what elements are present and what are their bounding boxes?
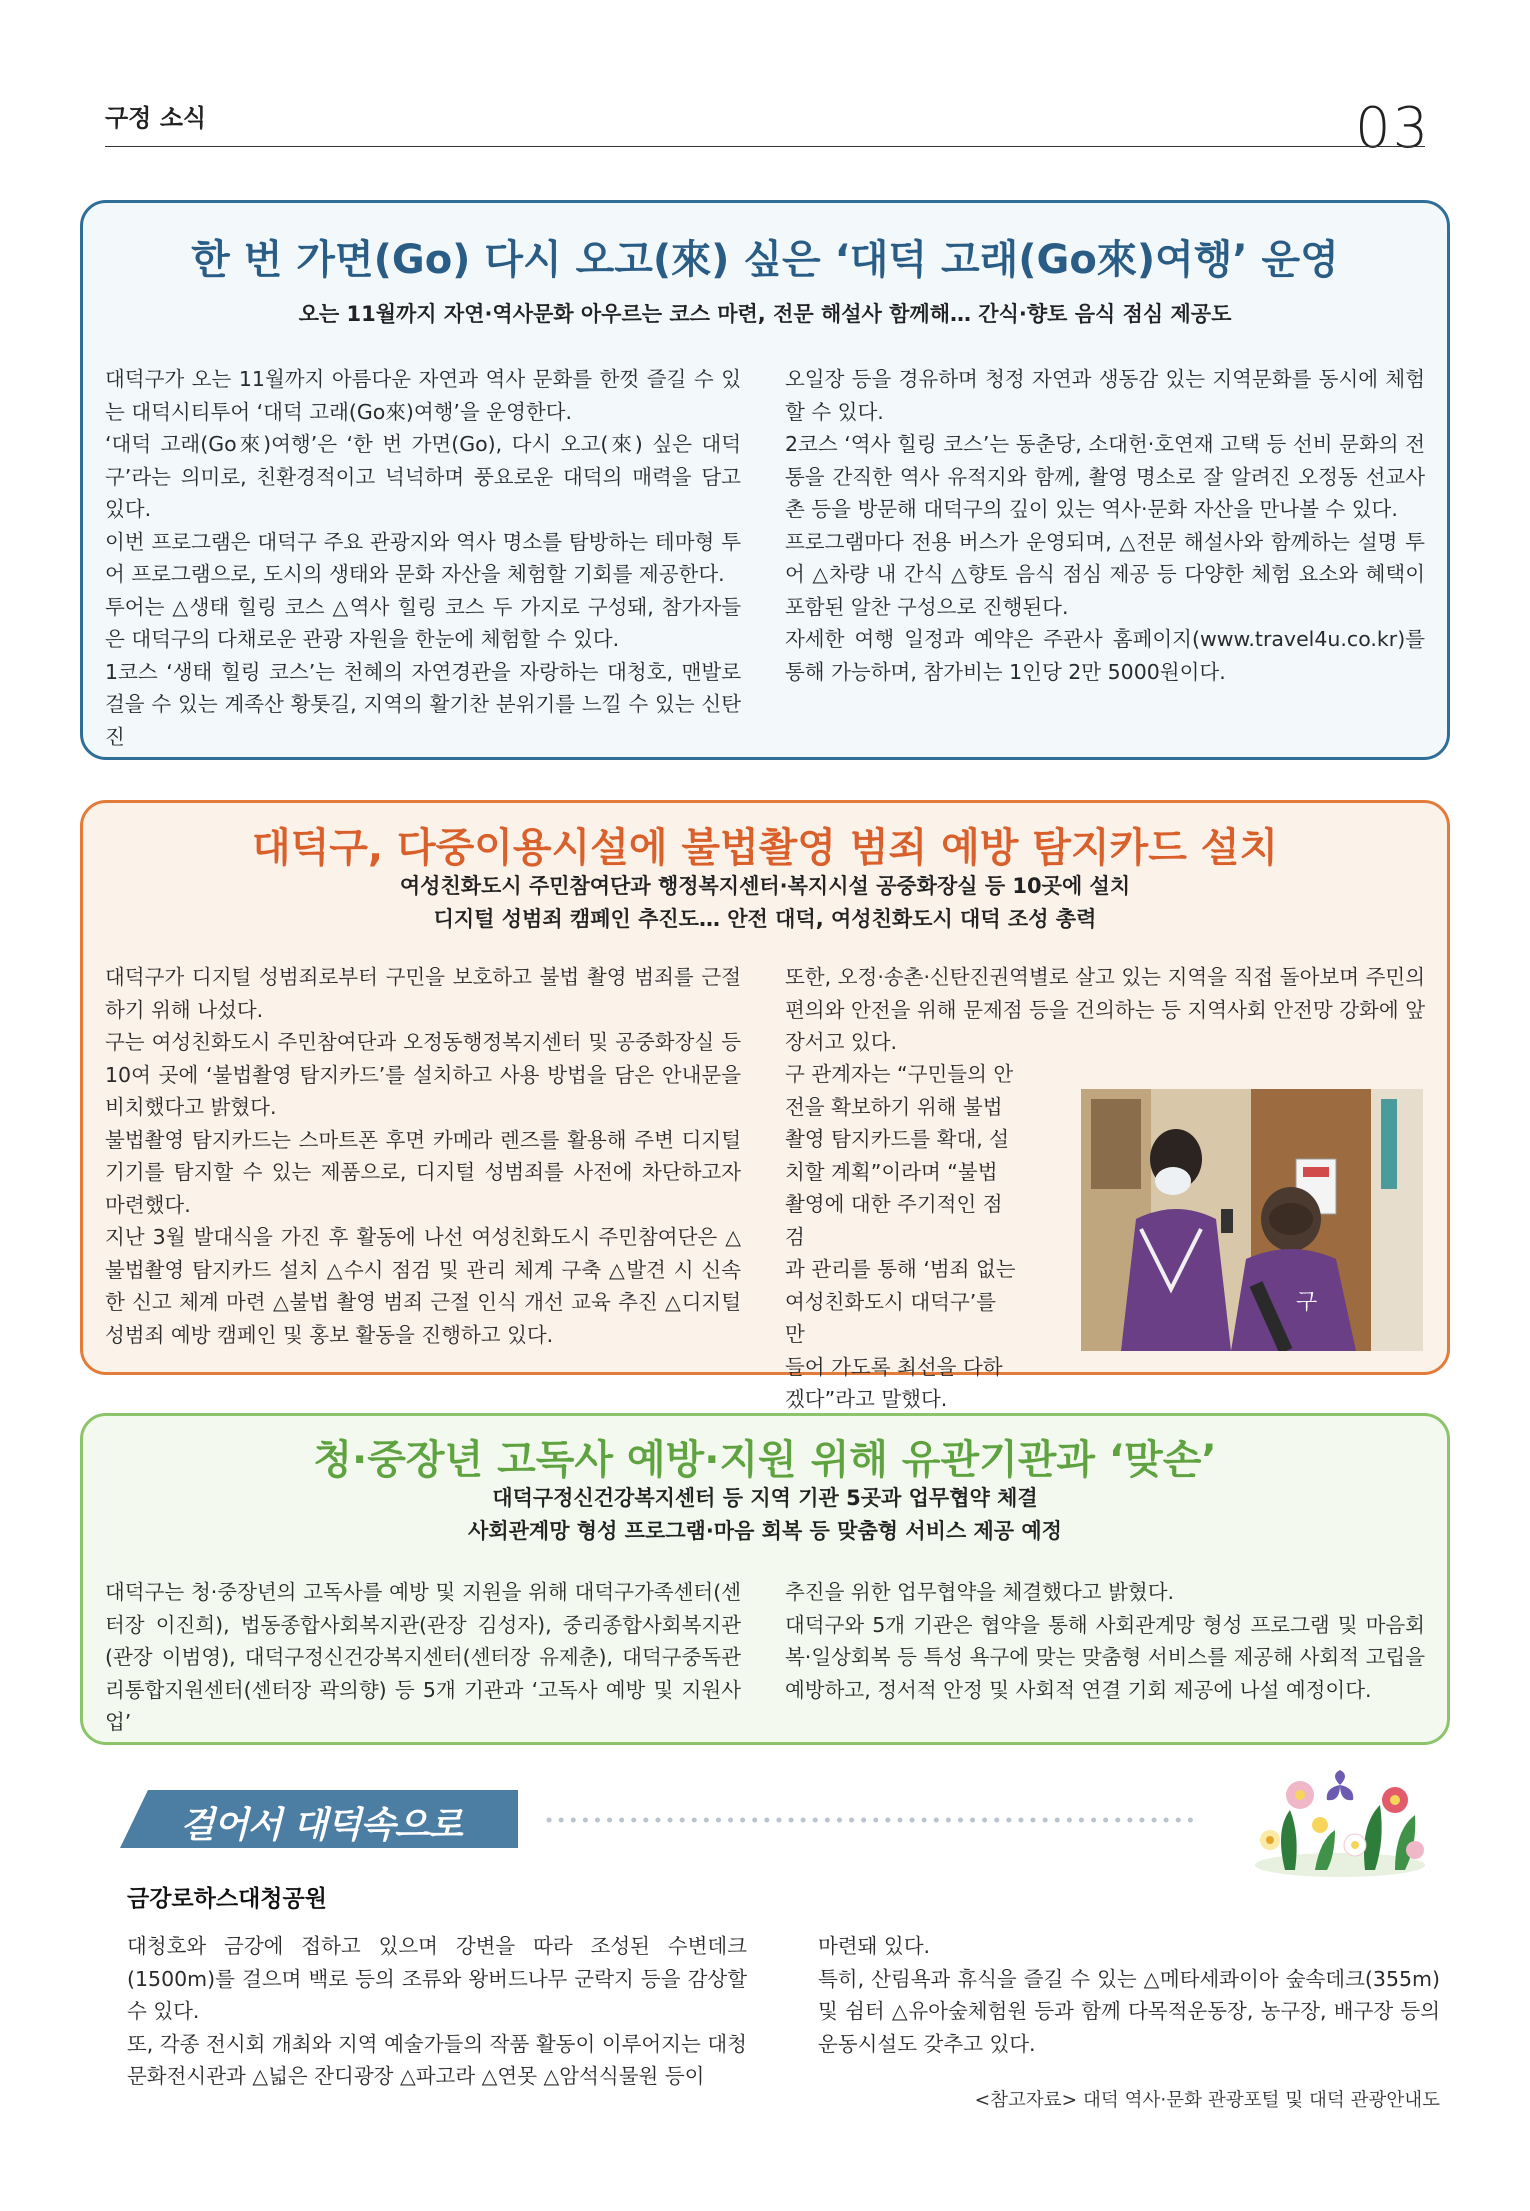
article-tour	[80, 200, 1450, 760]
paragraph: 대덕구가 디지털 성범죄로부터 구민을 보호하고 불법 촬영 범죄를 근절하기 위해 나섰다.	[105, 965, 741, 1022]
paragraph: 대청호와 금강에 접하고 있으며 강변을 따라 조성된 수변데크(1500m)를 걸으며 백로 등의 조류와 왕버드나무 군락지 등을 감상할 수 있다.	[127, 1934, 747, 2023]
svg-text:구: 구	[1296, 1290, 1318, 1315]
article-lonely-death	[80, 1413, 1450, 1745]
paragraph: 특히, 산림욕과 휴식을 즐길 수 있는 △메타세콰이아 숲속데크(355m) 및 쉼터 △유아숲체험원 등과 함께 다목적운동장, 농구장, 배구장 등의 운동시설도 갖추고 있다.	[818, 1966, 1440, 2056]
article-tour-subtitle: 오는 11월까지 자연·역사문화 아우르는 코스 마련, 전문 해설사 함께해… 간식·향토 음식 점심 제공도	[298, 302, 1232, 326]
paragraph: 대덕구가 오는 11월까지 아름다운 자연과 역사 문화를 한껏 즐길 수 있는 대덕시티투어 ‘대덕 고래(Go來)여행’을 운영한다.	[105, 367, 741, 424]
article-tour-title: 한 번 가면(Go) 다시 오고(來) 싶은 ‘대덕 고래(Go來)여행’ 운영	[191, 237, 1339, 283]
article-detection-col-left	[105, 961, 741, 1351]
paragraph: 구는 여성친화도시 주민참여단과 오정동행정복지센터 및 공중화장실 등 10여 곳에 ‘불법촬영 탐지카드’를 설치하고 사용 방법을 담은 안내문을 비치했다고 밝혔다.	[105, 1030, 741, 1119]
paragraph: 1코스 ‘생태 힐링 코스’는 천혜의 자연경관을 자랑하는 대청호, 맨발로 걸을 수 있는 계족산 황톳길, 지역의 활기찬 분위기를 느낄 수 있는 신탄진	[105, 659, 741, 749]
subtitle-line: 여성친화도시 주민참여단과 행정복지센터·복지시설 공중화장실 등 10곳에 설치	[399, 874, 1131, 898]
article-tour-col-left	[105, 363, 741, 753]
paragraph: 2코스 ‘역사 힐링 코스’는 동춘당, 소대헌·호연재 고택 등 선비 문화의 전통을 간직한 역사 유적지와 함께, 촬영 명소로 잘 알려진 오정동 선교사촌 등을 방문해 대덕구의 깊이 있는 역사·문화 자산을 만나볼 수 있다.	[785, 432, 1425, 521]
subtitle-line: 사회관계망 형성 프로그램·마음 회복 등 맞춤형 서비스 제공 예정	[468, 1519, 1062, 1543]
paragraph: 프로그램마다 전용 버스가 운영되며, △전문 해설사와 함께하는 설명 투어 △차량 내 간식 △향토 음식 점심 제공 등 다양한 체험 요소와 혜택이 포함된 알찬 구성으로 진행된다.	[785, 529, 1425, 619]
article-detection-col-right-top	[785, 961, 1425, 1059]
page-number: 03	[1355, 96, 1431, 161]
article-detection-card	[80, 800, 1450, 1411]
quote-line: 전을 확보하기 위해 불법	[785, 1094, 1003, 1119]
quote-line: 촬영 탐지카드를 확대, 설	[785, 1127, 1010, 1151]
paragraph: 또한, 오정·송촌·신탄진권역별로 살고 있는 지역을 직접 돌아보며 주민의 편의와 안전을 위해 문제점 등을 건의하는 등 지역사회 안전망 강화에 앞장서고 있다.	[785, 965, 1425, 1054]
quote-line: 촬영에 대한 주기적인 점검	[785, 1192, 1003, 1249]
article-detection-title: 대덕구, 다중이용시설에 불법촬영 범죄 예방 탐지카드 설치	[251, 825, 1279, 871]
reference-note: <참고자료> 대덕 역사·문화 관광포털 및 대덕 관광안내도	[974, 2090, 1440, 2111]
quote-line: 겠다”라고 말했다.	[785, 1387, 948, 1411]
article-detection-col-right-quote	[785, 1058, 1017, 1416]
walk-col-right	[818, 1930, 1440, 2060]
paragraph: 자세한 여행 일정과 예약은 주관사 홈페이지(www.travel4u.co.kr)를 통해 가능하며, 참가비는 1인당 2만 5000원이다.	[785, 627, 1425, 684]
paragraph: 마련돼 있다.	[818, 1934, 931, 1958]
paragraph: 또, 각종 전시회 개최와 지역 예술가들의 작품 활동이 이루어지는 대청문화전시관과 △넓은 잔디광장 △파고라 △연못 △암석식물원 등이	[127, 2031, 747, 2088]
header-rule	[105, 146, 1425, 147]
paragraph: 대덕구와 5개 기관은 협약을 통해 사회관계망 형성 프로그램 및 마음회복·일상회복 등 특성 욕구에 맞는 맞춤형 서비스를 제공해 사회적 고립을 예방하고, 정서적 안정 및 사회적 연결 기회 제공에 나설 예정이다.	[785, 1612, 1425, 1702]
quote-line: 들어 가도록 최선을 다하	[785, 1354, 1003, 1379]
article-tour-col-right	[785, 363, 1425, 688]
dotted-divider	[545, 1816, 1195, 1824]
article-lonely-col-right	[785, 1576, 1425, 1706]
article-lonely-title: 청·중장년 고독사 예방·지원 위해 유관기관과 ‘맞손’	[313, 1437, 1217, 1483]
paragraph: 추진을 위한 업무협약을 체결했다고 밝혔다.	[785, 1580, 1175, 1604]
article-lonely-col-left	[105, 1576, 741, 1739]
walk-place-name: 금강로하스대청공원	[127, 1886, 327, 1912]
quote-line: 구 관계자는 “구민들의 안	[785, 1062, 1014, 1086]
quote-line: 치할 계획”이라며 “불법	[785, 1159, 998, 1184]
detection-card-photo	[1081, 1089, 1423, 1351]
article-lonely-subtitle	[83, 1482, 1447, 1548]
article-detection-subtitle	[83, 870, 1447, 936]
section-label: 구정 소식	[105, 104, 207, 132]
subtitle-line: 대덕구정신건강복지센터 등 지역 기관 5곳과 업무협약 체결	[492, 1486, 1038, 1510]
paragraph: 투어는 △생태 힐링 코스 △역사 힐링 코스 두 가지로 구성돼, 참가자들은 대덕구의 다채로운 관광 자원을 한눈에 체험할 수 있다.	[105, 594, 741, 651]
paragraph: 이번 프로그램은 대덕구 주요 관광지와 역사 명소를 탐방하는 테마형 투어 프로그램으로, 도시의 생태와 문화 자산을 체험할 기회를 제공한다.	[105, 529, 741, 586]
paragraph: 지난 3월 발대식을 가진 후 활동에 나선 여성친화도시 주민참여단은 △불법촬영 탐지카드 설치 △수시 점검 및 관리 체계 구축 △발견 시 신속한 신고 체계 마련 △불법 촬영 범죄 근절 인식 개선 교육 추진 △디지털 성범죄 예방 캠페인 및 홍보 활동을 진행하고 있다.	[105, 1225, 741, 1347]
subtitle-line: 디지털 성범죄 캠페인 추진도… 안전 대덕, 여성친화도시 대덕 조성 총력	[433, 907, 1097, 931]
walk-col-left	[127, 1930, 747, 2093]
paragraph: 오일장 등을 경유하며 청정 자연과 생동감 있는 지역문화를 동시에 체험할 수 있다.	[785, 367, 1425, 424]
quote-line: 여성친화도시 대덕구’를 만	[785, 1289, 997, 1346]
quote-line: 과 관리를 통해 ‘범죄 없는	[785, 1257, 1016, 1281]
walk-banner-title: 걸어서 대덕속으로	[180, 1805, 462, 1846]
paragraph: 불법촬영 탐지카드는 스마트폰 후면 카메라 렌즈를 활용해 주변 디지털 기기를 탐지할 수 있는 제품으로, 디지털 성범죄를 사전에 차단하고자 마련했다.	[105, 1127, 741, 1217]
paragraph: ‘대덕 고래(Go來)여행’은 ‘한 번 가면(Go), 다시 오고(來) 싶은 대덕구’라는 의미로, 친환경적이고 넉넉하며 풍요로운 대덕의 매력을 담고 있다.	[105, 432, 741, 521]
photo-illustration	[1081, 1089, 1423, 1351]
flower-illustration-icon	[1245, 1770, 1435, 1885]
paragraph: 대덕구는 청·중장년의 고독사를 예방 및 지원을 위해 대덕구가족센터(센터장 이진희), 법동종합사회복지관(관장 김성자), 중리종합사회복지관(관장 이범영), 대덕구정신건강복지센터(센터장 유제춘), 대덕구중독관리통합지원센터(센터장 곽의향) 등 5개 기관과 ‘고독사 예방 및 지원사업’	[105, 1580, 741, 1734]
